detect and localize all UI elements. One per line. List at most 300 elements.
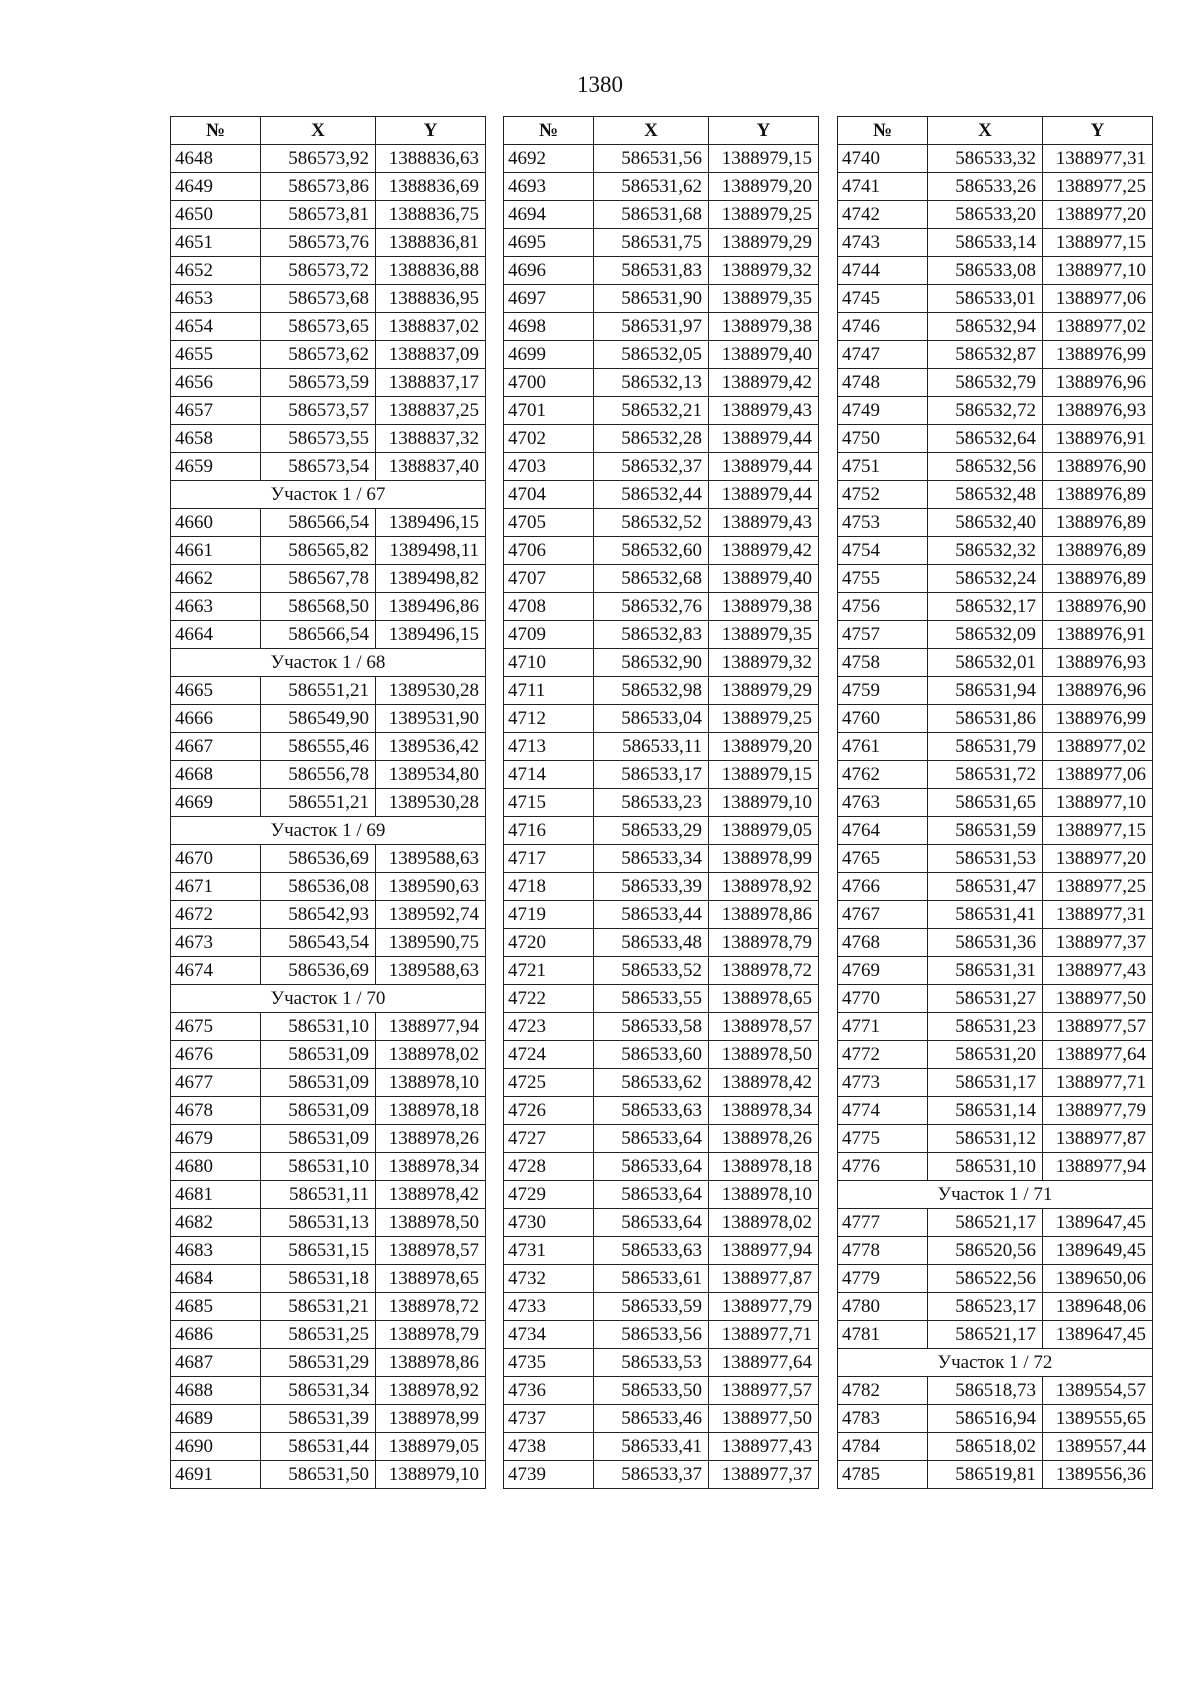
point-number: 4730 (504, 1209, 594, 1237)
x-coordinate: 586532,13 (594, 369, 709, 397)
x-coordinate: 586531,20 (928, 1041, 1043, 1069)
y-coordinate: 1388979,35 (709, 285, 819, 313)
y-coordinate: 1388977,06 (1043, 761, 1153, 789)
x-coordinate: 586531,31 (928, 957, 1043, 985)
point-number: 4742 (838, 201, 928, 229)
y-coordinate: 1388979,10 (709, 789, 819, 817)
table-row (504, 649, 819, 677)
table-row (504, 873, 819, 901)
table-row (838, 1293, 1153, 1321)
table-row (504, 621, 819, 649)
point-number: 4687 (171, 1349, 261, 1377)
point-number: 4759 (838, 677, 928, 705)
x-coordinate: 586551,21 (261, 789, 376, 817)
y-coordinate: 1388979,15 (709, 761, 819, 789)
y-coordinate: 1388979,05 (376, 1433, 486, 1461)
point-number: 4765 (838, 845, 928, 873)
point-number: 4777 (838, 1209, 928, 1237)
y-coordinate: 1388979,20 (709, 733, 819, 761)
point-number: 4736 (504, 1377, 594, 1405)
y-coordinate: 1388977,15 (1043, 229, 1153, 257)
table-row (838, 621, 1153, 649)
y-coordinate: 1388836,95 (376, 285, 486, 313)
point-number: 4751 (838, 453, 928, 481)
x-coordinate: 586532,32 (928, 537, 1043, 565)
x-coordinate: 586536,69 (261, 957, 376, 985)
table-row (171, 761, 486, 789)
header-x: X (261, 117, 376, 145)
table-row (504, 705, 819, 733)
point-number: 4701 (504, 397, 594, 425)
x-coordinate: 586549,90 (261, 705, 376, 733)
y-coordinate: 1388976,99 (1043, 705, 1153, 733)
point-number: 4717 (504, 845, 594, 873)
table-header-row (504, 117, 819, 145)
x-coordinate: 586518,02 (928, 1433, 1043, 1461)
y-coordinate: 1388977,06 (1043, 285, 1153, 313)
table-row (171, 565, 486, 593)
point-number: 4659 (171, 453, 261, 481)
table-row (171, 593, 486, 621)
y-coordinate: 1388977,64 (1043, 1041, 1153, 1069)
y-coordinate: 1388976,91 (1043, 425, 1153, 453)
x-coordinate: 586531,50 (261, 1461, 376, 1489)
point-number: 4678 (171, 1097, 261, 1125)
y-coordinate: 1388978,26 (709, 1125, 819, 1153)
x-coordinate: 586533,32 (928, 145, 1043, 173)
point-number: 4686 (171, 1321, 261, 1349)
table-row (504, 957, 819, 985)
table-row (504, 537, 819, 565)
point-number: 4693 (504, 173, 594, 201)
point-number: 4714 (504, 761, 594, 789)
x-coordinate: 586533,04 (594, 705, 709, 733)
y-coordinate: 1388977,57 (709, 1377, 819, 1405)
point-number: 4690 (171, 1433, 261, 1461)
x-coordinate: 586521,17 (928, 1209, 1043, 1237)
x-coordinate: 586531,13 (261, 1209, 376, 1237)
point-number: 4709 (504, 621, 594, 649)
y-coordinate: 1389496,86 (376, 593, 486, 621)
point-number: 4761 (838, 733, 928, 761)
table-row (171, 1349, 486, 1377)
y-coordinate: 1389650,06 (1043, 1265, 1153, 1293)
table-row (838, 425, 1153, 453)
point-number: 4762 (838, 761, 928, 789)
point-number: 4733 (504, 1293, 594, 1321)
y-coordinate: 1388976,93 (1043, 649, 1153, 677)
y-coordinate: 1388978,02 (376, 1041, 486, 1069)
y-coordinate: 1388977,31 (1043, 145, 1153, 173)
point-number: 4677 (171, 1069, 261, 1097)
x-coordinate: 586533,64 (594, 1125, 709, 1153)
x-coordinate: 586532,09 (928, 621, 1043, 649)
point-number: 4770 (838, 985, 928, 1013)
table-row (504, 733, 819, 761)
table-row (838, 789, 1153, 817)
x-coordinate: 586531,97 (594, 313, 709, 341)
point-number: 4685 (171, 1293, 261, 1321)
table-row (504, 425, 819, 453)
y-coordinate: 1389649,45 (1043, 1237, 1153, 1265)
point-number: 4760 (838, 705, 928, 733)
table-row (504, 369, 819, 397)
point-number: 4661 (171, 537, 261, 565)
table-row (504, 1069, 819, 1097)
x-coordinate: 586533,64 (594, 1209, 709, 1237)
point-number: 4749 (838, 397, 928, 425)
y-coordinate: 1388837,02 (376, 313, 486, 341)
y-coordinate: 1388978,18 (709, 1153, 819, 1181)
point-number: 4712 (504, 705, 594, 733)
y-coordinate: 1388977,25 (1043, 873, 1153, 901)
table-row (171, 537, 486, 565)
x-coordinate: 586531,14 (928, 1097, 1043, 1125)
y-coordinate: 1388978,34 (709, 1097, 819, 1125)
x-coordinate: 586531,23 (928, 1013, 1043, 1041)
section-row (171, 985, 486, 1013)
table-row (838, 313, 1153, 341)
table-row (171, 285, 486, 313)
point-number: 4739 (504, 1461, 594, 1489)
x-coordinate: 586518,73 (928, 1377, 1043, 1405)
table-row (171, 1125, 486, 1153)
y-coordinate: 1388978,72 (709, 957, 819, 985)
x-coordinate: 586532,37 (594, 453, 709, 481)
x-coordinate: 586533,64 (594, 1181, 709, 1209)
table-row (838, 509, 1153, 537)
point-number: 4669 (171, 789, 261, 817)
y-coordinate: 1388979,44 (709, 481, 819, 509)
table-row (838, 229, 1153, 257)
x-coordinate: 586531,41 (928, 901, 1043, 929)
y-coordinate: 1388977,79 (1043, 1097, 1153, 1125)
point-number: 4651 (171, 229, 261, 257)
point-number: 4697 (504, 285, 594, 313)
table-row (171, 733, 486, 761)
point-number: 4753 (838, 509, 928, 537)
y-coordinate: 1388979,43 (709, 509, 819, 537)
point-number: 4764 (838, 817, 928, 845)
x-coordinate: 586532,98 (594, 677, 709, 705)
table-row (838, 481, 1153, 509)
point-number: 4660 (171, 509, 261, 537)
point-number: 4727 (504, 1125, 594, 1153)
table-row (504, 1237, 819, 1265)
x-coordinate: 586531,09 (261, 1041, 376, 1069)
x-coordinate: 586532,64 (928, 425, 1043, 453)
y-coordinate: 1389647,45 (1043, 1209, 1153, 1237)
point-number: 4702 (504, 425, 594, 453)
y-coordinate: 1388978,42 (709, 1069, 819, 1097)
header-y: Y (1043, 117, 1153, 145)
point-number: 4698 (504, 313, 594, 341)
point-number: 4748 (838, 369, 928, 397)
point-number: 4741 (838, 173, 928, 201)
x-coordinate: 586531,10 (261, 1153, 376, 1181)
point-number: 4728 (504, 1153, 594, 1181)
y-coordinate: 1388836,88 (376, 257, 486, 285)
y-coordinate: 1388978,42 (376, 1181, 486, 1209)
table-row (504, 1321, 819, 1349)
x-coordinate: 586531,25 (261, 1321, 376, 1349)
point-number: 4691 (171, 1461, 261, 1489)
point-number: 4782 (838, 1377, 928, 1405)
x-coordinate: 586531,62 (594, 173, 709, 201)
x-coordinate: 586567,78 (261, 565, 376, 593)
y-coordinate: 1388978,10 (709, 1181, 819, 1209)
x-coordinate: 586531,27 (928, 985, 1043, 1013)
table-row (504, 817, 819, 845)
point-number: 4776 (838, 1153, 928, 1181)
section-title: Участок 1 / 70 (171, 985, 486, 1013)
table-row (838, 1265, 1153, 1293)
table-row (838, 453, 1153, 481)
y-coordinate: 1388836,63 (376, 145, 486, 173)
y-coordinate: 1388979,38 (709, 593, 819, 621)
table-row (171, 957, 486, 985)
table-row (504, 509, 819, 537)
table-row (171, 1433, 486, 1461)
table-row (838, 957, 1153, 985)
x-coordinate: 586532,72 (928, 397, 1043, 425)
x-coordinate: 586533,48 (594, 929, 709, 957)
y-coordinate: 1388978,34 (376, 1153, 486, 1181)
y-coordinate: 1388976,89 (1043, 481, 1153, 509)
point-number: 4731 (504, 1237, 594, 1265)
point-number: 4679 (171, 1125, 261, 1153)
y-coordinate: 1388978,18 (376, 1097, 486, 1125)
y-coordinate: 1388977,87 (709, 1265, 819, 1293)
x-coordinate: 586531,10 (261, 1013, 376, 1041)
point-number: 4747 (838, 341, 928, 369)
x-coordinate: 586531,68 (594, 201, 709, 229)
table-row (838, 817, 1153, 845)
x-coordinate: 586531,65 (928, 789, 1043, 817)
point-number: 4670 (171, 845, 261, 873)
table-row (171, 873, 486, 901)
table-row (838, 761, 1153, 789)
point-number: 4650 (171, 201, 261, 229)
point-number: 4664 (171, 621, 261, 649)
point-number: 4774 (838, 1097, 928, 1125)
x-coordinate: 586566,54 (261, 509, 376, 537)
x-coordinate: 586573,86 (261, 173, 376, 201)
x-coordinate: 586531,83 (594, 257, 709, 285)
y-coordinate: 1388977,20 (1043, 845, 1153, 873)
x-coordinate: 586533,01 (928, 285, 1043, 313)
y-coordinate: 1389536,42 (376, 733, 486, 761)
table-row (171, 1405, 486, 1433)
y-coordinate: 1388979,35 (709, 621, 819, 649)
table-row (838, 845, 1153, 873)
y-coordinate: 1389556,36 (1043, 1461, 1153, 1489)
table-row (838, 369, 1153, 397)
point-number: 4743 (838, 229, 928, 257)
section-row (838, 1181, 1153, 1209)
x-coordinate: 586533,55 (594, 985, 709, 1013)
point-number: 4781 (838, 1321, 928, 1349)
x-coordinate: 586566,54 (261, 621, 376, 649)
table-row (504, 1377, 819, 1405)
y-coordinate: 1388979,44 (709, 425, 819, 453)
point-number: 4732 (504, 1265, 594, 1293)
table-row (171, 789, 486, 817)
x-coordinate: 586533,58 (594, 1013, 709, 1041)
x-coordinate: 586551,21 (261, 677, 376, 705)
point-number: 4696 (504, 257, 594, 285)
table-row (838, 173, 1153, 201)
point-number: 4744 (838, 257, 928, 285)
table-row (171, 901, 486, 929)
point-number: 4780 (838, 1293, 928, 1321)
point-number: 4738 (504, 1433, 594, 1461)
y-coordinate: 1389592,74 (376, 901, 486, 929)
x-coordinate: 586531,11 (261, 1181, 376, 1209)
x-coordinate: 586533,56 (594, 1321, 709, 1349)
section-title: Участок 1 / 68 (171, 649, 486, 677)
point-number: 4673 (171, 929, 261, 957)
y-coordinate: 1388977,37 (1043, 929, 1153, 957)
y-coordinate: 1388977,20 (1043, 201, 1153, 229)
table-row (838, 901, 1153, 929)
x-coordinate: 586533,26 (928, 173, 1043, 201)
y-coordinate: 1389647,45 (1043, 1321, 1153, 1349)
y-coordinate: 1389554,57 (1043, 1377, 1153, 1405)
x-coordinate: 586532,87 (928, 341, 1043, 369)
table-row (838, 1013, 1153, 1041)
y-coordinate: 1388979,32 (709, 649, 819, 677)
table-row (504, 1041, 819, 1069)
table-row (504, 1209, 819, 1237)
y-coordinate: 1389557,44 (1043, 1433, 1153, 1461)
y-coordinate: 1388977,10 (1043, 789, 1153, 817)
y-coordinate: 1388979,10 (376, 1461, 486, 1489)
y-coordinate: 1388977,02 (1043, 313, 1153, 341)
table-row (504, 677, 819, 705)
x-coordinate: 586531,47 (928, 873, 1043, 901)
y-coordinate: 1388976,90 (1043, 453, 1153, 481)
y-coordinate: 1389534,80 (376, 761, 486, 789)
y-coordinate: 1388976,90 (1043, 593, 1153, 621)
x-coordinate: 586531,18 (261, 1265, 376, 1293)
y-coordinate: 1388979,42 (709, 537, 819, 565)
section-title: Участок 1 / 69 (171, 817, 486, 845)
y-coordinate: 1388976,89 (1043, 565, 1153, 593)
point-number: 4681 (171, 1181, 261, 1209)
x-coordinate: 586531,15 (261, 1237, 376, 1265)
x-coordinate: 586573,76 (261, 229, 376, 257)
table-row (171, 929, 486, 957)
point-number: 4683 (171, 1237, 261, 1265)
y-coordinate: 1388979,25 (709, 201, 819, 229)
y-coordinate: 1388979,38 (709, 313, 819, 341)
y-coordinate: 1388836,69 (376, 173, 486, 201)
x-coordinate: 586533,20 (928, 201, 1043, 229)
y-coordinate: 1388977,43 (1043, 957, 1153, 985)
table-row (504, 593, 819, 621)
table-row (838, 1153, 1153, 1181)
y-coordinate: 1388977,71 (709, 1321, 819, 1349)
x-coordinate: 586573,59 (261, 369, 376, 397)
x-coordinate: 586536,69 (261, 845, 376, 873)
x-coordinate: 586532,90 (594, 649, 709, 677)
table-row (838, 873, 1153, 901)
y-coordinate: 1388837,40 (376, 453, 486, 481)
y-coordinate: 1388976,96 (1043, 677, 1153, 705)
x-coordinate: 586543,54 (261, 929, 376, 957)
y-coordinate: 1388978,57 (709, 1013, 819, 1041)
table-row (504, 1013, 819, 1041)
y-coordinate: 1388979,25 (709, 705, 819, 733)
table-row (171, 201, 486, 229)
point-number: 4674 (171, 957, 261, 985)
table-row (504, 761, 819, 789)
point-number: 4775 (838, 1125, 928, 1153)
point-number: 4676 (171, 1041, 261, 1069)
y-coordinate: 1388978,10 (376, 1069, 486, 1097)
x-coordinate: 586532,17 (928, 593, 1043, 621)
point-number: 4704 (504, 481, 594, 509)
y-coordinate: 1388977,79 (709, 1293, 819, 1321)
point-number: 4772 (838, 1041, 928, 1069)
x-coordinate: 586533,11 (594, 733, 709, 761)
point-number: 4707 (504, 565, 594, 593)
point-number: 4672 (171, 901, 261, 929)
table-row (171, 677, 486, 705)
y-coordinate: 1389530,28 (376, 677, 486, 705)
point-number: 4785 (838, 1461, 928, 1489)
point-number: 4710 (504, 649, 594, 677)
x-coordinate: 586532,60 (594, 537, 709, 565)
table-row (504, 341, 819, 369)
table-row (504, 1265, 819, 1293)
y-coordinate: 1388837,09 (376, 341, 486, 369)
point-number: 4689 (171, 1405, 261, 1433)
y-coordinate: 1389555,65 (1043, 1405, 1153, 1433)
point-number: 4723 (504, 1013, 594, 1041)
x-coordinate: 586531,34 (261, 1377, 376, 1405)
table-row (171, 1293, 486, 1321)
point-number: 4746 (838, 313, 928, 341)
table-row (838, 1237, 1153, 1265)
table-row (504, 313, 819, 341)
x-coordinate: 586533,29 (594, 817, 709, 845)
table-row (838, 929, 1153, 957)
y-coordinate: 1388978,99 (376, 1405, 486, 1433)
x-coordinate: 586533,34 (594, 845, 709, 873)
x-coordinate: 586531,94 (928, 677, 1043, 705)
table-row (171, 425, 486, 453)
point-number: 4768 (838, 929, 928, 957)
table-row (171, 229, 486, 257)
y-coordinate: 1388978,86 (709, 901, 819, 929)
x-coordinate: 586533,63 (594, 1237, 709, 1265)
y-coordinate: 1388979,20 (709, 173, 819, 201)
table-row (504, 845, 819, 873)
point-number: 4680 (171, 1153, 261, 1181)
x-coordinate: 586532,79 (928, 369, 1043, 397)
point-number: 4735 (504, 1349, 594, 1377)
table-row (838, 1041, 1153, 1069)
table-row (838, 1461, 1153, 1489)
table-row (171, 1237, 486, 1265)
x-coordinate: 586532,28 (594, 425, 709, 453)
point-number: 4763 (838, 789, 928, 817)
point-number: 4767 (838, 901, 928, 929)
point-number: 4668 (171, 761, 261, 789)
point-number: 4734 (504, 1321, 594, 1349)
